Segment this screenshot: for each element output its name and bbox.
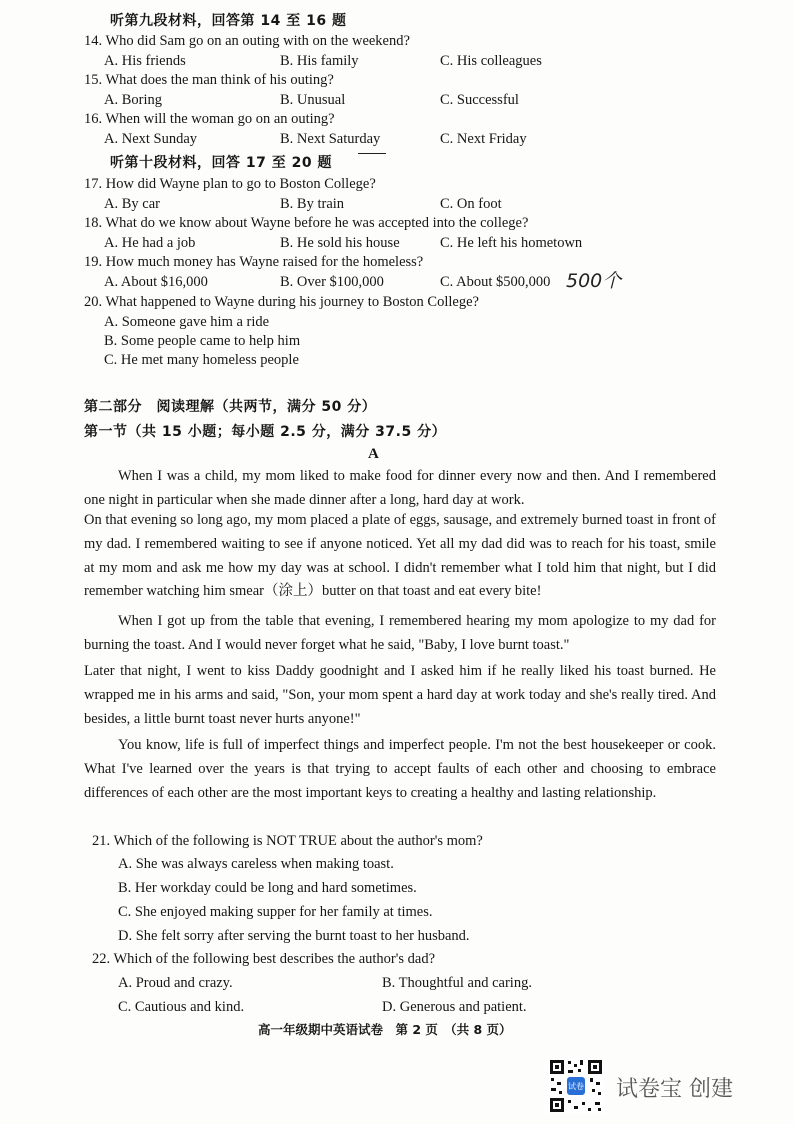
option-b: B. Unusual — [280, 92, 346, 108]
option-b: B. He sold his house — [280, 235, 400, 251]
option-a: A. Someone gave him a ride — [104, 314, 270, 330]
part2-heading: 第二部分 阅读理解（共两节，满分 50 分） — [84, 399, 377, 415]
question-text: 21. Which of the following is NOT TRUE about the author's mom? — [92, 833, 483, 849]
paragraph-2: On that evening so long ago, my mom placed a plate of eggs, sausage, and extremely burned toast in front of my dad. I remembered waiting to see if anyone noticed. Yet all my dad did was to reach for his toast, smile at my mom and ask me how my day was at school. I didn't remember what I told him that night, but I did remember watching him smear（涂上）butter on that toast and eat every bite! — [84, 512, 716, 600]
option-b: B. Over $100,000 — [280, 274, 384, 290]
option-a: A. Next Sunday — [104, 131, 198, 147]
question-text: 22. Which of the following best describes the author's dad? — [92, 951, 436, 967]
section1-heading: 第一节（共 15 小题；每小题 2.5 分，满分 37.5 分） — [84, 424, 447, 440]
option-a: A. She was always careless when making toast. — [118, 856, 394, 872]
paragraph-5: You know, life is full of imperfect things and imperfect people. I'm not the best housekeeper or cook. What I've learned over the years is that trying to accept faults of each other and choosing to embrace differences of each other are the most important keys to creating a healthy and lasting relationship. — [84, 737, 716, 801]
section9-heading: 听第九段材料，回答第 14 至 16 题 — [110, 13, 347, 29]
question-text: 19. How much money has Wayne raised for the homeless? — [84, 254, 424, 270]
question-text: 16. When will the woman go on an outing? — [84, 111, 335, 127]
option-c: C. About $500,000 — [440, 274, 551, 290]
question-text: 18. What do we know about Wayne before he was accepted into the college? — [84, 215, 529, 231]
question-text: 20. What happened to Wayne during his journey to Boston College? — [84, 294, 479, 310]
paragraph-4: Later that night, I went to kiss Daddy goodnight and I asked him if he really liked his toast burned. He wrapped me in his arms and said, "Son, your mom spent a hard day at work today and she's really tired. And besides, a little burnt toast never hurts anyone!" — [84, 663, 716, 727]
option-a: A. About $16,000 — [104, 274, 208, 290]
paragraph-1: When I was a child, my mom liked to make food for dinner every now and then. And I remembered one night in particular when she made dinner after a long, hard day at work. — [84, 468, 716, 508]
option-a: A. By car — [104, 196, 160, 212]
brand-watermark: 试卷宝 创建 — [616, 1077, 733, 1102]
option-c: C. Next Friday — [440, 131, 527, 147]
svg-text:试卷: 试卷 — [568, 1082, 584, 1091]
option-c: C. His colleagues — [440, 53, 542, 69]
option-b: B. By train — [280, 196, 345, 212]
paragraph-3: When I got up from the table that evening, I remembered hearing my mom apologize to my dad for burning the toast. And I would never forget what he said, "Baby, I love burnt toast." — [84, 613, 716, 653]
section10-heading: 听第十段材料，回答 17 至 20 题 — [110, 155, 332, 171]
handwritten-note: 500个 — [566, 270, 622, 292]
option-c: C. Cautious and kind. — [118, 999, 245, 1015]
question-text: 17. How did Wayne plan to go to Boston College? — [84, 176, 376, 192]
pen-underline-mark — [358, 153, 386, 154]
question-text: 14. Who did Sam go on an outing with on the weekend? — [84, 33, 410, 49]
option-d: D. She felt sorry after serving the burnt toast to her husband. — [118, 928, 470, 944]
question-text: 15. What does the man think of his outing? — [84, 72, 334, 88]
option-b: B. Her workday could be long and hard sometimes. — [118, 880, 417, 896]
option-b: B. Some people came to help him — [104, 333, 301, 349]
option-c: C. She enjoyed making supper for her family at times. — [118, 904, 433, 920]
option-d: D. Generous and patient. — [382, 999, 527, 1015]
option-c: C. Successful — [440, 92, 519, 108]
option-a: A. Proud and crazy. — [118, 975, 233, 991]
option-c: C. He left his hometown — [440, 235, 583, 251]
option-c: C. He met many homeless people — [104, 352, 299, 368]
option-c: C. On foot — [440, 196, 502, 212]
passage-label: A — [368, 446, 379, 462]
option-a: A. He had a job — [104, 235, 196, 251]
option-a: A. His friends — [104, 53, 186, 69]
option-a: A. Boring — [104, 92, 162, 108]
option-b: B. Next Saturday — [280, 131, 381, 147]
option-b: B. Thoughtful and caring. — [382, 975, 532, 991]
page-footer: 高一年级期中英语试卷 第 2 页 （共 8 页） — [258, 1022, 512, 1037]
qr-code-icon[interactable] — [548, 1058, 604, 1114]
option-b: B. His family — [280, 53, 359, 69]
